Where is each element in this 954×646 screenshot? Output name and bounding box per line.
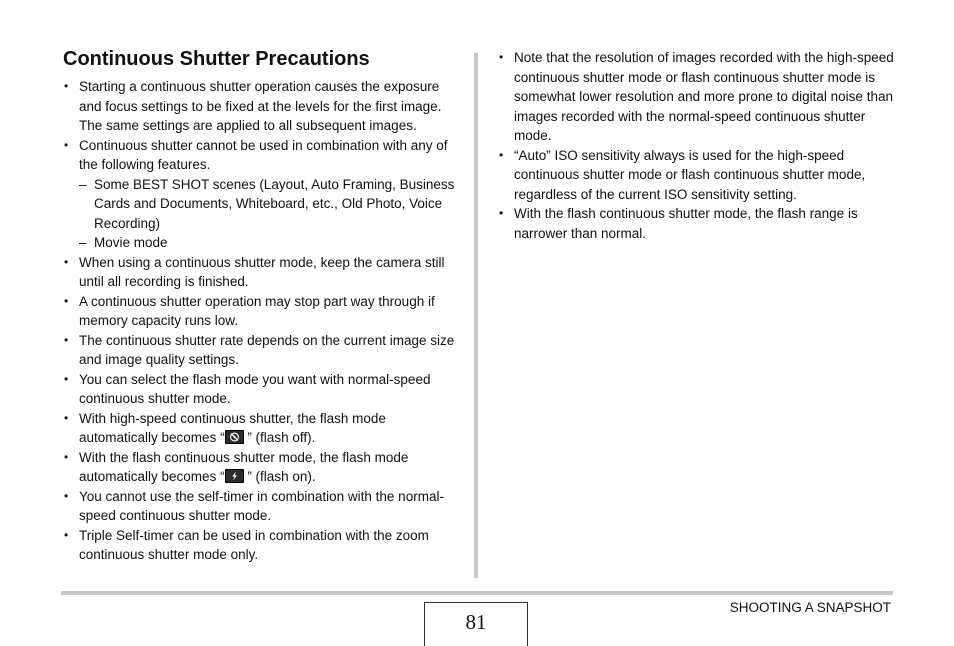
list-item — [63, 409, 458, 448]
list-item: • Note that the resolution of images recorded with the high-speed continuous shutter mode or flash continuous shutter mode is somewhat lower resolution and more prone to digital noise than images recorded with the normal-speed continuous shutter mode. — [498, 48, 898, 146]
sub-list — [79, 175, 458, 253]
list-item: • The continuous shutter rate depends on the current image size and image quality settings. — [63, 331, 458, 370]
list-item: • You can select the flash mode you want with normal-speed continuous shutter mode. — [63, 370, 458, 409]
flash-on-icon — [225, 469, 244, 483]
page-number: 81 — [424, 602, 528, 646]
list-item-text: ” (flash off). — [243, 430, 316, 445]
section-name: SHOOTING A SNAPSHOT — [729, 600, 891, 615]
precautions-list — [63, 77, 458, 565]
column-divider — [474, 53, 478, 578]
list-item: • “Auto” ISO sensitivity always is used for the high-speed continuous shutter mode or flash continuous shutter mode, regardless of the current ISO sensitivity setting. — [498, 146, 898, 205]
list-item: • Triple Self-timer can be used in combination with the zoom continuous shutter mode only. — [63, 526, 458, 565]
list-item: • Starting a continuous shutter operation causes the exposure and focus settings to be fixed at the levels for the first image. The same settings are applied to all subsequent images. — [63, 77, 458, 136]
list-item: • When using a continuous shutter mode, keep the camera still until all recording is finished. — [63, 253, 458, 292]
left-column — [63, 77, 458, 565]
list-item-text: With the flash continuous shutter mode, the flash mode automatically becomes “ — [79, 449, 409, 484]
list-item-text: ” (flash on). — [243, 469, 316, 484]
list-item-text: Continuous shutter cannot be used in combination with any of the following features. — [79, 137, 448, 172]
sub-list-item: – Some BEST SHOT scenes (Layout, Auto Framing, Business Cards and Documents, Whiteboard, etc., Old Photo, Voice Recording) — [79, 175, 458, 234]
flash-off-icon — [225, 430, 244, 444]
footer-divider — [61, 591, 893, 595]
list-item — [63, 136, 458, 253]
list-item: • A continuous shutter operation may stop part way through if memory capacity runs low. — [63, 292, 458, 331]
list-item: • With the flash continuous shutter mode, the flash range is narrower than normal. — [498, 204, 898, 243]
list-item — [63, 448, 458, 487]
sub-list-item: – Movie mode — [79, 233, 458, 253]
page-title: Continuous Shutter Precautions — [63, 48, 370, 70]
right-column — [498, 48, 898, 243]
list-item-text: With high-speed continuous shutter, the flash mode automatically becomes “ — [79, 410, 386, 445]
list-item: • You cannot use the self-timer in combination with the normal-speed continuous shutter mode. — [63, 487, 458, 526]
notes-list — [498, 48, 898, 243]
